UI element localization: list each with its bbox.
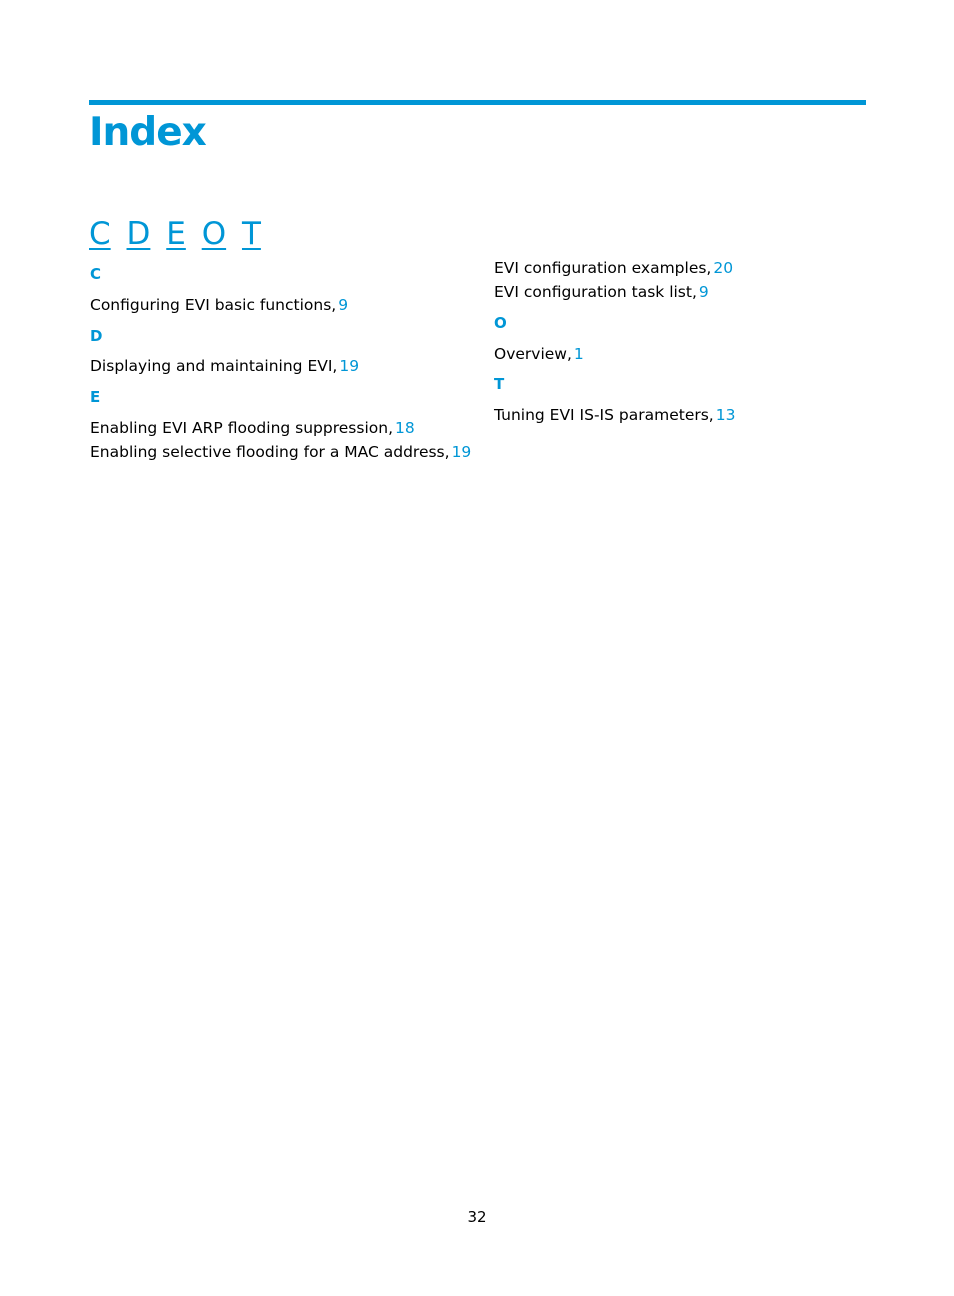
index-entry — [494, 281, 709, 303]
section-heading-t: T — [494, 375, 505, 393]
page-title: Index — [89, 110, 206, 155]
index-entry — [90, 294, 348, 316]
index-entry — [494, 257, 733, 279]
section-heading-o: O — [494, 314, 507, 332]
letter-link-d[interactable]: D — [126, 216, 151, 252]
entry-text: Enabling selective flooding for a MAC address, — [90, 443, 450, 461]
entry-text: EVI configuration task list, — [494, 283, 697, 301]
page-link[interactable]: 19 — [339, 357, 360, 375]
page-link[interactable]: 13 — [715, 406, 736, 424]
section-heading-c: C — [90, 265, 102, 283]
section-heading-d: D — [90, 327, 103, 345]
entry-text: EVI configuration examples, — [494, 259, 712, 277]
index-letter-nav — [89, 214, 267, 254]
page-link[interactable]: 19 — [451, 443, 472, 461]
entry-text: Overview, — [494, 345, 572, 363]
index-entry — [494, 404, 735, 426]
page-link[interactable]: 9 — [338, 296, 349, 314]
page-number: 32 — [467, 1208, 487, 1226]
page-link[interactable]: 20 — [713, 259, 734, 277]
entry-text: Tuning EVI IS-IS parameters, — [494, 406, 714, 424]
letter-link-e[interactable]: E — [166, 216, 186, 252]
entry-text: Displaying and maintaining EVI, — [90, 357, 338, 375]
letter-link-c[interactable]: C — [89, 216, 111, 252]
section-heading-e: E — [90, 388, 101, 406]
title-rule — [89, 100, 866, 105]
index-entry — [90, 355, 359, 377]
page-link[interactable]: 18 — [395, 419, 415, 437]
page-link[interactable]: 9 — [698, 283, 709, 301]
letter-link-o[interactable]: O — [201, 216, 227, 252]
page-link[interactable]: 1 — [573, 345, 584, 363]
entry-text: Enabling EVI ARP flooding suppression, — [90, 419, 393, 437]
index-entry — [90, 417, 415, 439]
index-entry — [90, 441, 471, 463]
index-entry — [494, 343, 584, 365]
letter-link-t[interactable]: T — [241, 216, 261, 252]
entry-text: Configuring EVI basic functions, — [90, 296, 337, 314]
